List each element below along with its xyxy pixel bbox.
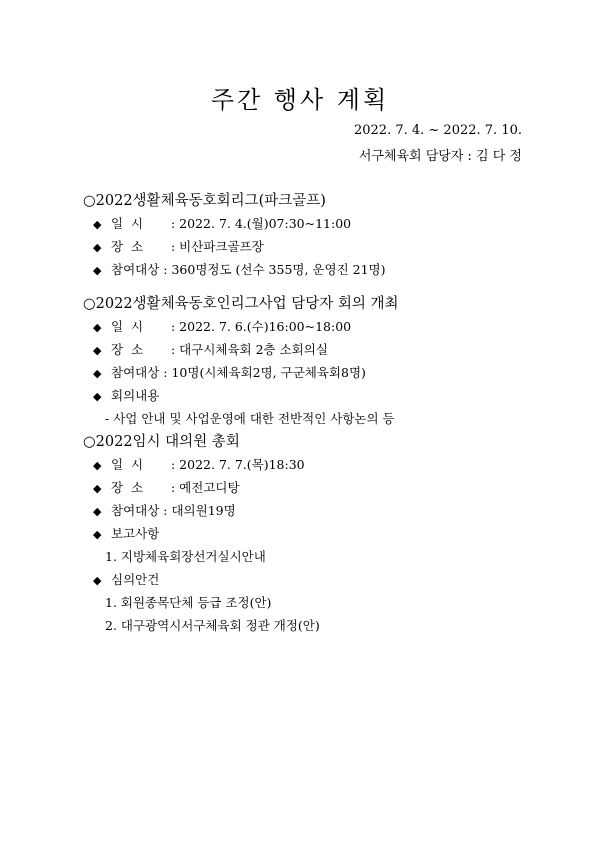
- row-value: : 360명정도 (선수 355명, 운영진 21명): [163, 262, 386, 277]
- row-value: : 대구시체육회 2층 소회의실: [171, 342, 328, 357]
- row-datetime: [83, 453, 553, 476]
- row-value: : 예전고디탕: [171, 480, 240, 495]
- row-participants: [83, 361, 553, 384]
- row-value: : 2022. 7. 6.(수)16:00~18:00: [171, 319, 352, 334]
- section-league-meeting: [83, 293, 553, 430]
- row-value: : 2022. 7. 4.(월)07:30~11:00: [171, 216, 352, 231]
- diamond-bullet-icon: ◆: [93, 505, 102, 518]
- diamond-bullet-icon: ◆: [93, 367, 102, 380]
- row-label: 장 소: [111, 239, 144, 254]
- page-title: 주간 행사 계획: [210, 86, 390, 114]
- row-value: : 2022. 7. 7.(목)18:30: [171, 457, 305, 472]
- section-title: ○2022생활체육동호회리그(파크골프): [83, 193, 326, 209]
- section-park-golf-league: [83, 190, 553, 281]
- diamond-bullet-icon: ◆: [93, 574, 102, 587]
- agenda-item: 2. 대구광역시서구체육회 정관 개정(안): [105, 618, 320, 633]
- row-label: 참여대상: [111, 365, 160, 380]
- row-label: 참여대상: [111, 262, 160, 277]
- row-label: 장 소: [111, 480, 144, 495]
- row-label: 일 시: [111, 319, 144, 334]
- diamond-bullet-icon: ◆: [93, 321, 102, 334]
- row-value: : 비산파크골프장: [171, 239, 264, 254]
- diamond-bullet-icon: ◆: [93, 482, 102, 495]
- row-participants: [83, 499, 553, 522]
- date-range: 2022. 7. 4. ~ 2022. 7. 10.: [353, 123, 522, 138]
- diamond-bullet-icon: ◆: [93, 390, 102, 403]
- row-agenda: [83, 568, 553, 591]
- section-title: ○2022임시 대의원 총회: [83, 434, 240, 450]
- row-meeting-content: [83, 384, 553, 407]
- section-title: ○2022생활체육동호인리그사업 담당자 회의 개최: [83, 296, 399, 312]
- report-item: 1. 지방체육회장선거실시안내: [105, 549, 266, 564]
- diamond-bullet-icon: ◆: [93, 344, 102, 357]
- diamond-bullet-icon: ◆: [93, 528, 102, 541]
- diamond-bullet-icon: ◆: [93, 264, 102, 277]
- author-line: 서구체육회 담당자 : 김 다 정: [358, 149, 522, 164]
- row-location: [83, 338, 553, 361]
- row-location: [83, 235, 553, 258]
- row-location: [83, 476, 553, 499]
- meeting-detail: - 사업 안내 및 사업운영에 대한 전반적인 사항논의 등: [105, 411, 395, 426]
- section-general-assembly: [83, 431, 553, 637]
- agenda-item: 1. 회원종목단체 등급 조정(안): [105, 595, 272, 610]
- row-label: 일 시: [111, 457, 144, 472]
- row-label: 참여대상: [111, 503, 160, 518]
- row-label: 심의안건: [111, 572, 160, 587]
- row-report-items: [83, 522, 553, 545]
- row-datetime: [83, 212, 553, 235]
- diamond-bullet-icon: ◆: [93, 218, 102, 231]
- row-label: 회의내용: [111, 388, 160, 403]
- row-value: : 대의원19명: [163, 503, 236, 518]
- row-label: 일 시: [111, 216, 144, 231]
- row-label: 장 소: [111, 342, 144, 357]
- row-value: : 10명(시체육회2명, 구군체육회8명): [163, 365, 366, 380]
- row-participants: [83, 258, 553, 281]
- diamond-bullet-icon: ◆: [93, 459, 102, 472]
- row-label: 보고사항: [111, 526, 160, 541]
- diamond-bullet-icon: ◆: [93, 241, 102, 254]
- row-datetime: [83, 315, 553, 338]
